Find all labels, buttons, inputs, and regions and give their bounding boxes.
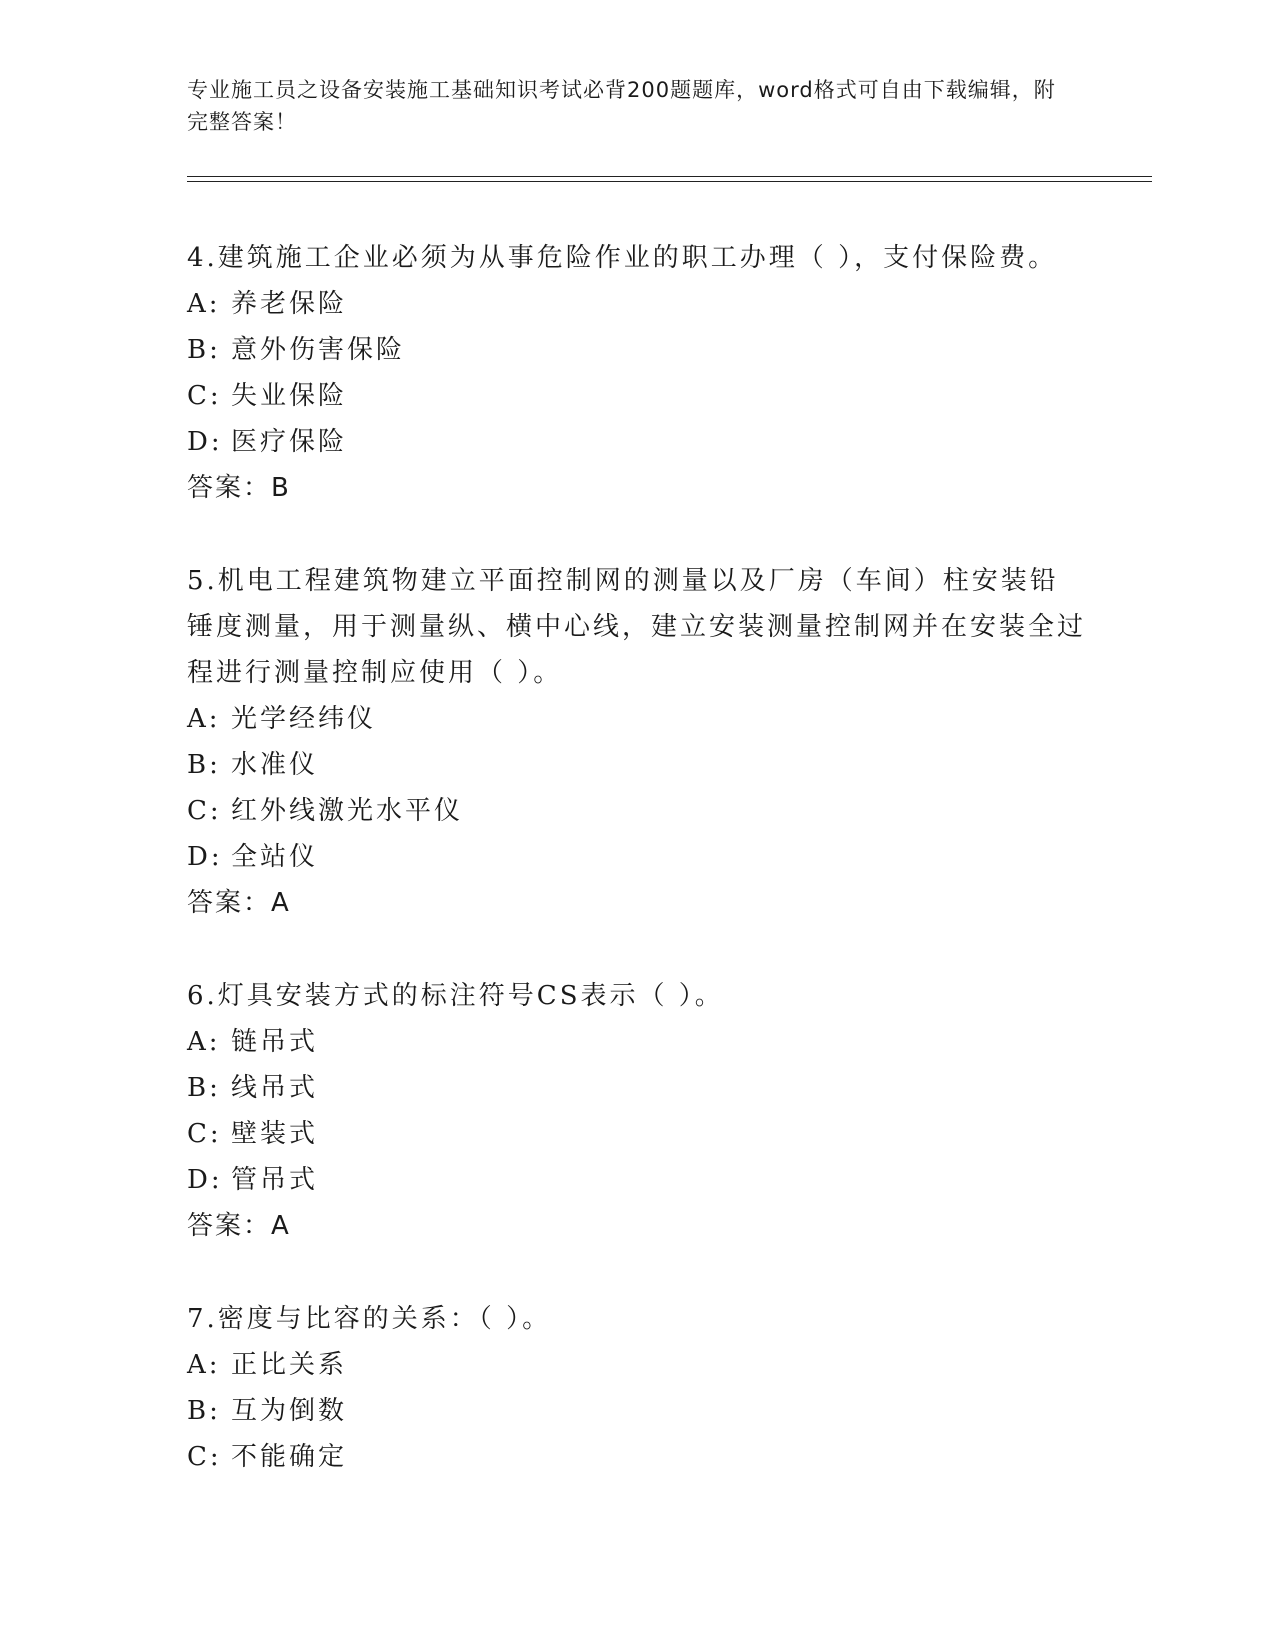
answer-line: 答案：A	[187, 1211, 291, 1241]
question-5	[187, 558, 1087, 926]
option-letter: A:	[187, 1027, 221, 1057]
option-text: 水准仪	[231, 750, 319, 780]
option-letter: D:	[187, 1165, 223, 1195]
option-a	[187, 1342, 1087, 1388]
option-letter: C:	[187, 1119, 222, 1149]
question-stem: 6.灯具安装方式的标注符号CS表示（ ）。	[187, 981, 724, 1011]
option-text: 管吊式	[231, 1165, 319, 1195]
option-text: 互为倒数	[231, 1396, 348, 1426]
option-b	[187, 327, 1087, 373]
option-letter: C:	[187, 1442, 222, 1472]
option-a	[187, 1019, 1087, 1065]
question-stem: 7.密度与比容的关系：（ ）。	[187, 1304, 552, 1334]
option-letter: A:	[187, 704, 221, 734]
question-stem: 4.建筑施工企业必须为从事危险作业的职工办理（ ），支付保险费。	[187, 243, 1058, 273]
option-c	[187, 788, 1087, 834]
option-text: 红外线激光水平仪	[231, 796, 464, 826]
option-text: 全站仪	[231, 842, 319, 872]
option-a	[187, 696, 1087, 742]
option-letter: B:	[187, 750, 221, 780]
option-letter: B:	[187, 1073, 221, 1103]
question-list	[187, 235, 1087, 1527]
option-text: 链吊式	[231, 1027, 319, 1057]
question-6	[187, 973, 1087, 1249]
answer-line: 答案：B	[187, 473, 291, 503]
option-d	[187, 834, 1087, 880]
question-4	[187, 235, 1087, 511]
option-d	[187, 419, 1087, 465]
option-c	[187, 1111, 1087, 1157]
question-7	[187, 1296, 1087, 1480]
option-letter: D:	[187, 427, 223, 457]
option-letter: C:	[187, 381, 222, 411]
option-d	[187, 1157, 1087, 1203]
option-text: 光学经纬仪	[231, 704, 377, 734]
option-text: 失业保险	[231, 381, 348, 411]
option-b	[187, 742, 1087, 788]
option-letter: B:	[187, 335, 221, 365]
option-text: 意外伤害保险	[231, 335, 406, 365]
option-a	[187, 281, 1087, 327]
header-divider-top	[187, 176, 1152, 177]
option-letter: A:	[187, 1350, 221, 1380]
option-c	[187, 1434, 1087, 1480]
option-b	[187, 1388, 1087, 1434]
option-text: 壁装式	[231, 1119, 319, 1149]
option-letter: B:	[187, 1396, 221, 1426]
header-divider-bottom	[187, 181, 1152, 182]
option-letter: C:	[187, 796, 222, 826]
document-title: 专业施工员之设备安装施工基础知识考试必背200题题库，word格式可自由下载编辑，附完整答案！	[187, 78, 1056, 134]
option-text: 养老保险	[231, 289, 348, 319]
option-letter: A:	[187, 289, 221, 319]
option-text: 不能确定	[231, 1442, 348, 1472]
question-stem: 5.机电工程建筑物建立平面控制网的测量以及厂房（车间）柱安装铅锤度测量，用于测量纵、横中心线，建立安装测量控制网并在安装全过程进行测量控制应使用（ ）。	[187, 566, 1087, 688]
option-c	[187, 373, 1087, 419]
option-text: 医疗保险	[231, 427, 348, 457]
option-text: 线吊式	[231, 1073, 319, 1103]
answer-line: 答案：A	[187, 888, 291, 918]
option-b	[187, 1065, 1087, 1111]
option-letter: D:	[187, 842, 223, 872]
option-text: 正比关系	[231, 1350, 348, 1380]
